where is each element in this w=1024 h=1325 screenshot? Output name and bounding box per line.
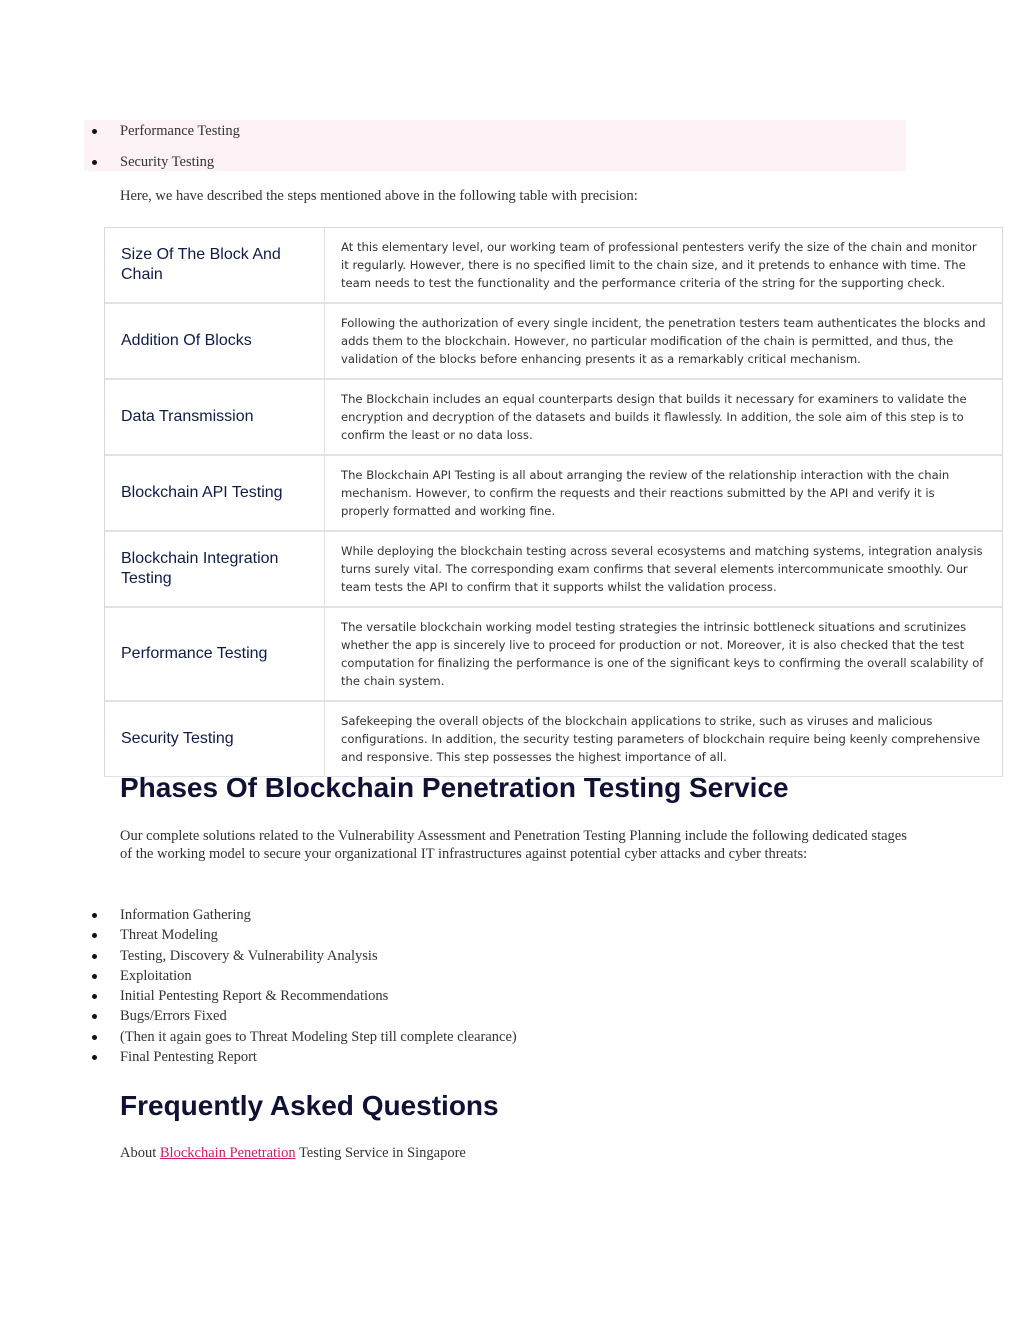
table-row xyxy=(105,532,1002,608)
list-item: Information Gathering xyxy=(84,905,517,925)
table-row xyxy=(105,608,1002,702)
list-item: Initial Pentesting Report & Recommendations xyxy=(84,986,517,1006)
step-description: Safekeeping the overall objects of the blockchain applications to strike, such as viruses and malicious configurations. In addition, the security testing parameters of blockchain require being keenly comprehensive and responsive. This step possesses the highest importance of all. xyxy=(341,714,981,764)
list-item: (Then it again goes to Threat Modeling Step till complete clearance) xyxy=(84,1027,517,1047)
list-item: Final Pentesting Report xyxy=(84,1047,517,1067)
list-item: Exploitation xyxy=(84,966,517,986)
step-description: The Blockchain API Testing is all about arranging the review of the relationship interaction with the chain mechanism. However, to confirm the requests and their reactions submitted by the API and verify it is properly formatted and working fine. xyxy=(341,468,950,518)
phases-heading: Phases Of Blockchain Penetration Testing Service xyxy=(120,772,789,803)
list-item: Performance Testing xyxy=(84,120,906,151)
list-item: Threat Modeling xyxy=(84,925,517,945)
faq-about-suffix: Testing Service in Singapore xyxy=(295,1145,466,1161)
step-description: While deploying the blockchain testing across several ecosystems and matching systems, integration analysis turns surely vital. The corresponding exam confirms that several elements intercommunicate smoothly. Our team tests the API to confirm that it supports whilst the validation process. xyxy=(341,544,983,594)
list-item: Bugs/Errors Fixed xyxy=(84,1006,517,1026)
table-row xyxy=(105,456,1002,532)
table-row xyxy=(105,702,1002,777)
phases-intro-text: Our complete solutions related to the Vulnerability Assessment and Penetration Testing Planning include the following dedicated stages of the working model to secure your organizational IT infrastructures against potential cyber attacks and cyber threats: xyxy=(120,828,907,862)
top-bullet-list xyxy=(84,120,906,171)
table-row xyxy=(105,228,1002,304)
step-name: Blockchain API Testing xyxy=(105,456,325,530)
faq-heading: Frequently Asked Questions xyxy=(120,1090,499,1121)
step-name: Data Transmission xyxy=(105,380,325,454)
table-row xyxy=(105,304,1002,380)
faq-about-text xyxy=(120,1145,466,1162)
table-row xyxy=(105,380,1002,456)
step-description: At this elementary level, our working team of professional pentesters verify the size of the chain and monitor it regularly. However, there is no specified limit to the chain size, and it pretends to enhance with time. The team needs to test the functionality and the performance criteria of the string for the supporting check. xyxy=(341,240,977,290)
step-name: Blockchain Integration Testing xyxy=(105,532,325,606)
blockchain-penetration-link[interactable]: Blockchain Penetration xyxy=(159,1145,296,1161)
step-name: Security Testing xyxy=(105,702,325,776)
step-description: Following the authorization of every single incident, the penetration testers team authenticates the blocks and adds them to the blockchain. However, no particular modification of the chain is permitted, and thus, the validation of the blocks before enhancing presents it as a remarkably critical mechanism. xyxy=(341,316,986,366)
step-name: Addition Of Blocks xyxy=(105,304,325,378)
list-item: Testing, Discovery & Vulnerability Analysis xyxy=(84,946,517,966)
step-description: The Blockchain includes an equal counterparts design that builds it necessary for examiners to validate the encryption and decryption of the datasets and builds it flawlessly. In addition, the sole aim of this step is to confirm the least or no data loss. xyxy=(341,392,967,442)
table-intro-text: Here, we have described the steps mentioned above in the following table with precision: xyxy=(120,188,638,204)
faq-about-prefix: About xyxy=(120,1145,160,1161)
testing-steps-table xyxy=(104,227,1003,777)
step-name: Size Of The Block And Chain xyxy=(105,228,325,302)
step-name: Performance Testing xyxy=(105,608,325,700)
step-description: The versatile blockchain working model testing strategies the intrinsic bottleneck situations and scrutinizes whether the app is sincerely live to proceed for production or not. Moreover, it is also checked that the test computation for finalizing the performance is one of the significant keys to confirming the overall scalability of the chain system. xyxy=(341,620,984,688)
phases-list xyxy=(84,905,517,1067)
list-item: Security Testing xyxy=(84,151,906,182)
